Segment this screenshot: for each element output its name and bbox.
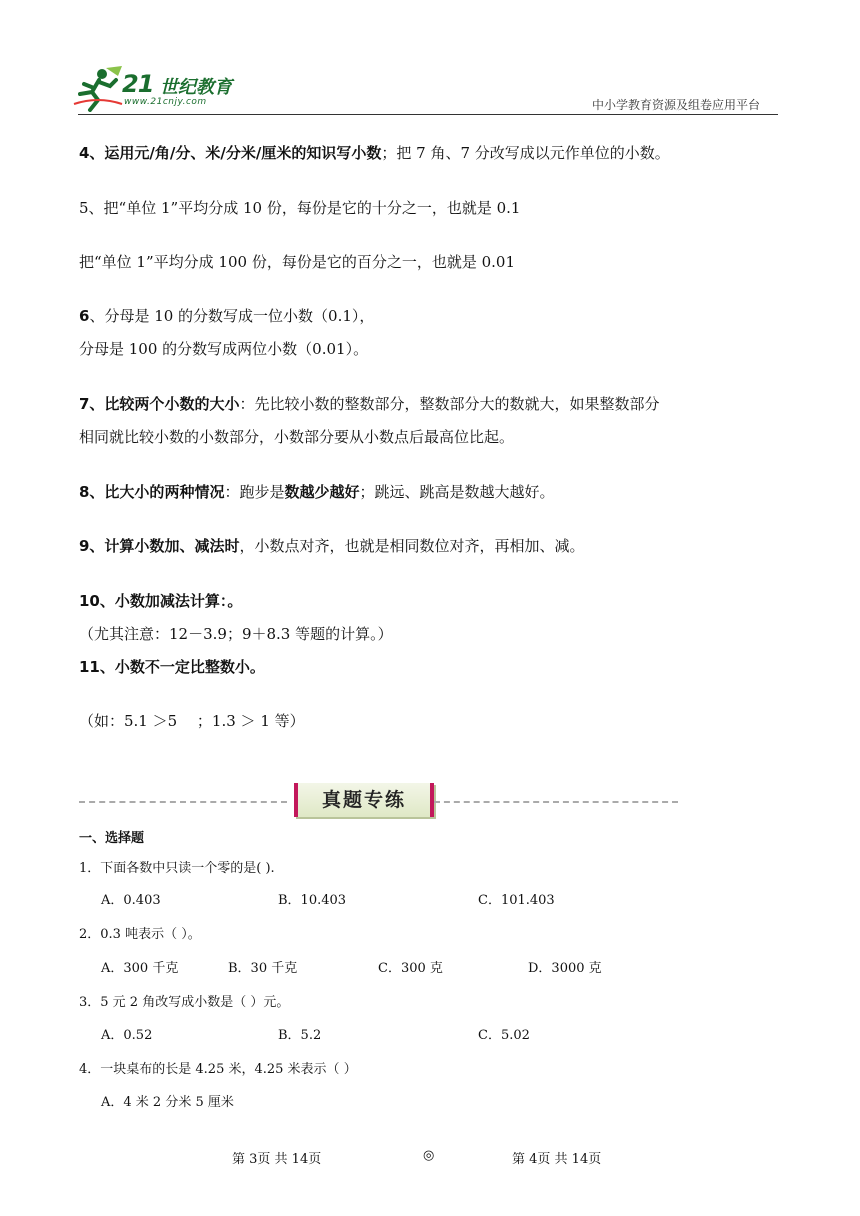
question-stem: 2．0.3 吨表示（ ）。: [79, 927, 201, 942]
point-6-line2: 分母是 100 的分数写成两位小数（0.01）。: [79, 340, 369, 358]
point-9: 9、计算小数加、减法时，小数点对齐，也就是相同数位对齐，再相加、减。: [79, 537, 585, 555]
banner-divider-left: [79, 801, 287, 803]
point-4: 4、运用元/角/分、米/分米/厘米的知识写小数；把 7 角、7 分改写成以元作单位的小数。: [79, 144, 670, 162]
question-option: B．5.2: [278, 1028, 322, 1043]
point-10-note: （尤其注意：12－3.9；9＋8.3 等题的计算。）: [79, 625, 393, 643]
logo: [72, 66, 242, 112]
question-option: C．5.02: [478, 1028, 530, 1043]
header-right-text: 中小学教育资源及组卷应用平台: [592, 98, 761, 112]
logo-number: 21: [122, 70, 154, 98]
section-title: 一、选择题: [79, 831, 145, 846]
logo-url: www.21cnjy.com: [124, 97, 207, 107]
point-10: 10、小数加减法计算：。: [79, 592, 243, 610]
footer-left-page: 第 3页 共 14页: [232, 1152, 322, 1167]
section-banner: [294, 783, 434, 817]
question-option: A．4 米 2 分米 5 厘米: [101, 1095, 234, 1110]
question-stem: 1．下面各数中只读一个零的是( ).: [79, 861, 275, 876]
question-option: B．30 千克: [228, 961, 298, 976]
point-7-line2: 相同就比较小数的小数部分，小数部分要从小数点后最高位比起。: [79, 428, 515, 446]
question-option: C．101.403: [478, 893, 555, 908]
question-option: C．300 克: [378, 961, 443, 976]
runner-icon: [72, 66, 124, 112]
point-11: 11、小数不一定比整数小。: [79, 658, 265, 676]
question-stem: 3．5 元 2 角改写成小数是（ ）元。: [79, 995, 290, 1010]
banner-divider-right: [434, 801, 678, 803]
point-5-line2: 把“单位 1”平均分成 100 份，每份是它的百分之一，也就是 0.01: [79, 253, 515, 271]
point-11-note: （如：5.1 ＞5 ；1.3 ＞ 1 等）: [79, 712, 305, 730]
logo-text: 世纪教育: [160, 77, 232, 98]
question-option: A．0.52: [101, 1028, 153, 1043]
point-6-line1: 6、分母是 10 的分数写成一位小数（0.1），: [79, 307, 375, 325]
footer-right-page: 第 4页 共 14页: [512, 1152, 602, 1167]
question-stem: 4．一块桌布的长是 4.25 米，4.25 米表示（ ）: [79, 1062, 357, 1077]
point-8: 8、比大小的两种情况：跑步是数越少越好；跳远、跳高是数越大越好。: [79, 483, 555, 501]
question-option: A．300 千克: [101, 961, 179, 976]
footer-symbol: ◎: [423, 1148, 435, 1163]
question-option: A．0.403: [101, 893, 161, 908]
header-divider: [78, 114, 778, 115]
point-5-line1: 5、把“单位 1”平均分成 10 份，每份是它的十分之一，也就是 0.1: [79, 199, 521, 217]
question-option: B．10.403: [278, 893, 347, 908]
point-7-line1: 7、比较两个小数的大小：先比较小数的整数部分，整数部分大的数就大，如果整数部分: [79, 395, 660, 413]
banner-title: 真题专练: [321, 789, 406, 811]
question-option: D．3000 克: [528, 961, 602, 976]
